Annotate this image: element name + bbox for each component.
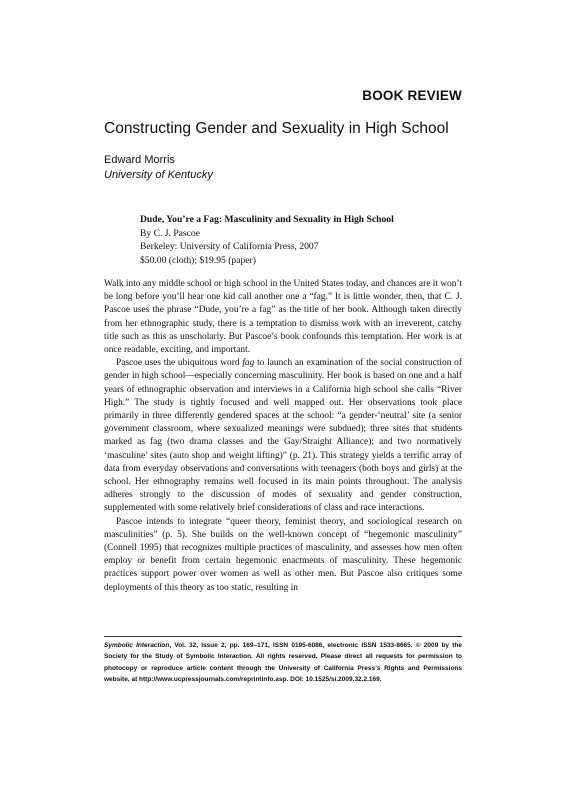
- footnote-divider: [104, 636, 462, 637]
- book-author: By C. J. Pascoe: [140, 227, 200, 239]
- paragraph-2-emphasis: fag: [242, 358, 255, 369]
- copyright-footnote: [104, 640, 462, 686]
- book-title: Dude, You’re a Fag: Masculinity and Sexuality in High School: [140, 214, 394, 225]
- paragraph-2: [104, 357, 462, 515]
- paragraph-2-rest: to launch an examination of the social construction of gender in high school—especially concerning masculinity. Her book is based on one and a half years of ethnographic observation and interviews in a California high school she calls “River High.” The study is tightly focused and well mapped out. Her observations took place primarily in three differently gendered spaces at the school: “a gender-‘neutral’ site (a senior government classroom, where sexualized meanings were subdued); three sites that students marked as fag (two drama classes and the Gay/Straight Alliance); and two normatively ‘masculine’ sites (auto shop and weight lifting)” (p. 21). This strategy yields a terrific array of data from everyday observations and conversations with teenagers (both boys and girls) at the school. Her ethnography remains well focused in its main points throughout. The analysis adheres strongly to the discussion of modes of sexuality and gender construction, supplemented with some relatively brief considerations of class and race interactions.: [104, 358, 462, 514]
- journal-name: Symbolic Interaction: [104, 642, 170, 649]
- section-label: BOOK REVIEW: [362, 88, 462, 103]
- review-body-clip: [104, 278, 462, 621]
- paragraph-2-start: Pascoe uses the ubiquitous word: [116, 358, 243, 369]
- paragraph-3: Pascoe intends to integrate “queer theory, feminist theory, and sociological research on masculinities” (p. 5). She builds on the well-known concept of “hegemonic masculinity” (Connell 1995) that recognizes multiple practices of masculinity, and assesses how men often employ or benefit from certain hegemonic enactments of masculinity. These hegemonic practices support power over women as well as other men. But Pascoe also critiques some deployments of this theory as too static, resulting in: [104, 516, 462, 593]
- author-name: Edward Morris: [104, 154, 175, 166]
- book-publisher: Berkeley: University of California Press, 2007: [140, 241, 319, 253]
- review-body: [104, 278, 462, 621]
- article-title: Constructing Gender and Sexuality in High School: [104, 120, 449, 137]
- reviewed-book-info: [140, 213, 440, 267]
- book-price: $50.00 (cloth); $19.95 (paper): [140, 254, 256, 266]
- author-affiliation: University of Kentucky: [104, 169, 213, 181]
- paragraph-1: Walk into any middle school or high school in the United States today, and chances are it won’t be long before you’ll hear one kid call another one a “fag.” It is little wonder, then, that C. J. Pascoe uses the phrase “Dude, you’re a fag” as the title of her book. Although taken directly from her ethnographic study, there is a temptation to dismiss work with an irreverent, catchy title such as this as unscholarly. But Pascoe’s book confounds this temptation. Her work is at once readable, exciting, and important.: [104, 279, 462, 356]
- footnote-text: , Vol. 32, Issue 2, pp. 169–171, ISSN 0195-6086, electronic ISSN 1533-8665. © 2009 by the Society for the Study of Symbolic Interaction. All rights reserved. Please direct all requests for permission to photocopy or reproduce article content through the University of California Press’s Rights and Permissions website, at http://www.ucpressjournals.com/reprintinfo.asp. DOI: 10.1525/si.2009.32.2.169.: [104, 642, 462, 684]
